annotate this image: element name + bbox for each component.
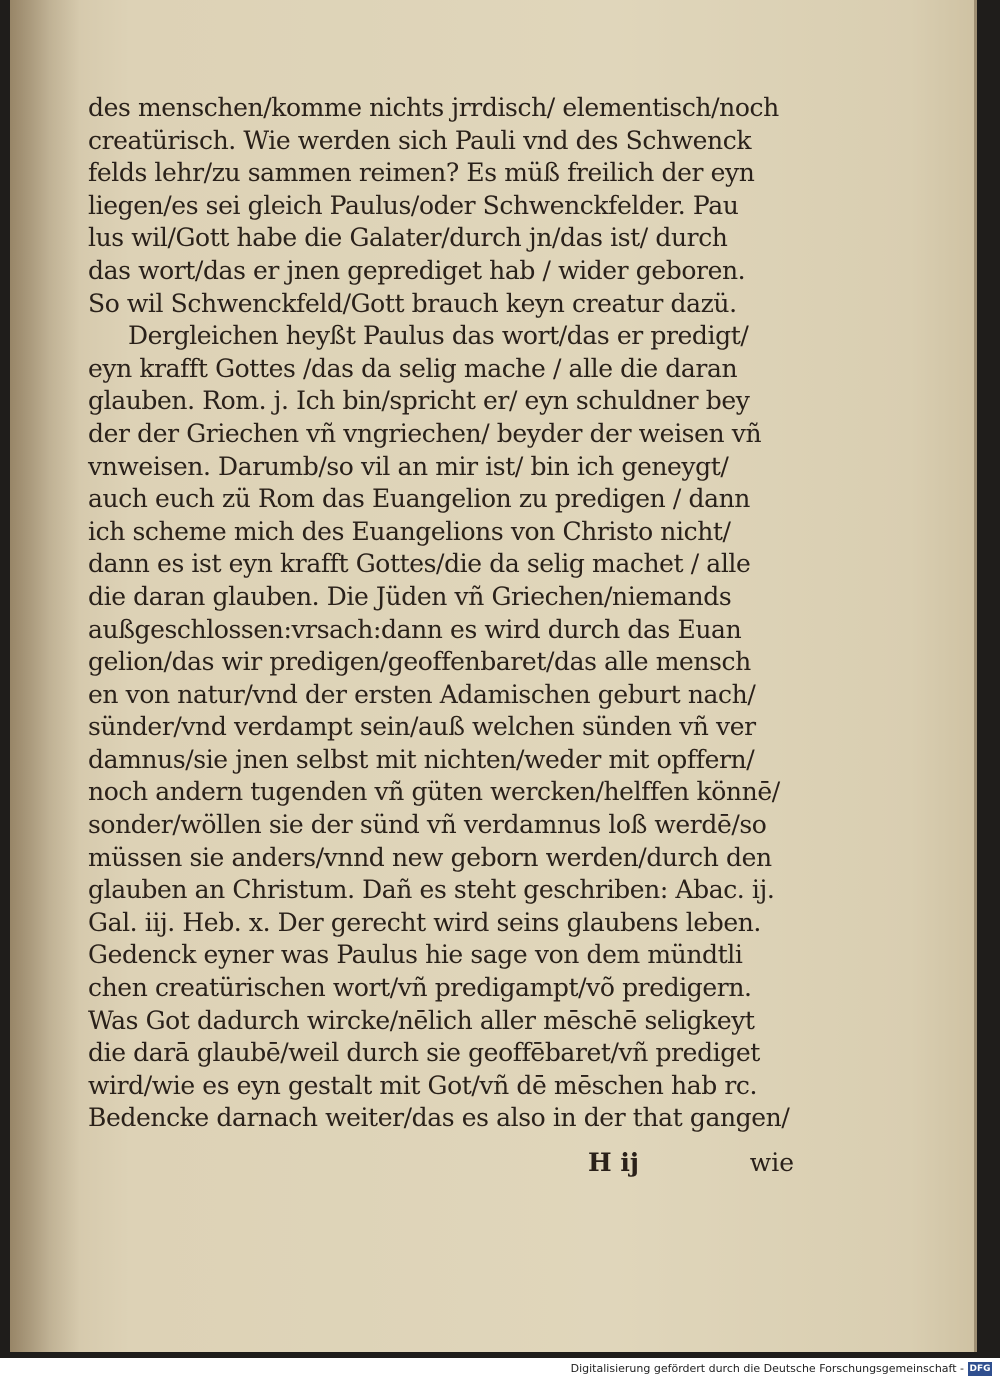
text-line: Gedenck eyner was Paulus hie sage von dem mündtli — [88, 940, 743, 970]
text-line: Was Got dadurch wircke/nēlich aller mēschē seligkeyt — [88, 1005, 755, 1035]
signature-mark: H ij — [588, 1148, 639, 1177]
text-line: des menschen/komme nichts jrrdisch/ elementisch/noch — [88, 93, 779, 122]
dfg-logo-icon: DFG — [969, 1364, 991, 1374]
text-line: chen creatürischen wort/vñ predigampt/võ predigern. — [88, 973, 752, 1003]
text-line: die darā glaubē/weil durch sie geoffēbaret/vñ prediget — [88, 1038, 760, 1068]
text-line: auch euch zü Rom das Euangelion zu predigen / dann — [88, 484, 750, 514]
text-line: vnweisen. Darumb/so vil an mir ist/ bin ich geneygt/ — [88, 451, 729, 481]
text-line: creatürisch. Wie werden sich Pauli vnd des Schwenck — [88, 125, 752, 155]
text-line: die daran glauben. Die Jüden vñ Griechen/niemands — [88, 581, 732, 611]
text-line: glauben. Rom. j. Ich bin/spricht er/ eyn schuldner bey — [88, 386, 750, 416]
text-line: lus wil/Gott habe die Galater/durch jn/das ist/ durch — [88, 223, 728, 253]
text-line: gelion/das wir predigen/geoffenbaret/das alle mensch — [88, 647, 751, 677]
text-line: glauben an Christum. Dañ es steht geschriben: Abac. ij. — [88, 875, 775, 905]
text-line: liegen/es sei gleich Paulus/oder Schwenckfelder. Pau — [88, 190, 739, 220]
text-line: außgeschlossen:vrsach:dann es wird durch das Euan — [88, 614, 742, 644]
text-line: ich scheme mich des Euangelions von Christo nicht/ — [88, 516, 731, 546]
text-line: eyn krafft Gottes /das da selig mache / alle die daran — [88, 353, 738, 383]
text-line: So wil Schwenckfeld/Gott brauch keyn creatur dazü. — [88, 288, 737, 318]
book-page — [10, 0, 977, 1352]
text-block — [88, 92, 818, 1135]
text-line: damnus/sie jnen selbst mit nichten/weder mit opffern/ — [88, 744, 755, 774]
text-line: Gal. iij. Heb. x. Der gerecht wird seins glaubens leben. — [88, 907, 761, 937]
text-line: Bedencke darnach weiter/das es also in der that gangen/ — [88, 1103, 790, 1133]
text-line: der der Griechen vñ vngriechen/ beyder der weisen vñ — [88, 418, 762, 448]
text-line: en von natur/vnd der ersten Adamischen geburt nach/ — [88, 679, 756, 709]
text-line: sonder/wöllen sie der sünd vñ verdamnus loß werdē/so — [88, 810, 767, 840]
text-line: dann es ist eyn krafft Gottes/die da selig machet / alle — [88, 549, 751, 579]
text-line: felds lehr/zu sammen reimen? Es müß freilich der eyn — [88, 158, 755, 188]
text-line: sünder/vnd verdampt sein/auß welchen sünden vñ ver — [88, 712, 756, 742]
text-line: müssen sie anders/vnnd new geborn werden/durch den — [88, 842, 772, 872]
catchword: wie — [749, 1148, 794, 1177]
text-line: wird/wie es eyn gestalt mit Got/vñ dē mēschen hab rc. — [88, 1070, 758, 1100]
credit-bar — [0, 1358, 1000, 1381]
page-footer — [88, 1146, 818, 1180]
text-line: Dergleichen heyßt Paulus das wort/das er predigt/ — [128, 321, 749, 351]
text-line: das wort/das er jnen geprediget hab / wider geboren. — [88, 255, 746, 285]
funding-credit: Digitalisierung gefördert durch die Deutsche Forschungsgemeinschaft - — [570, 1362, 964, 1375]
text-line: noch andern tugenden vñ güten wercken/helffen könnē/ — [88, 777, 780, 807]
